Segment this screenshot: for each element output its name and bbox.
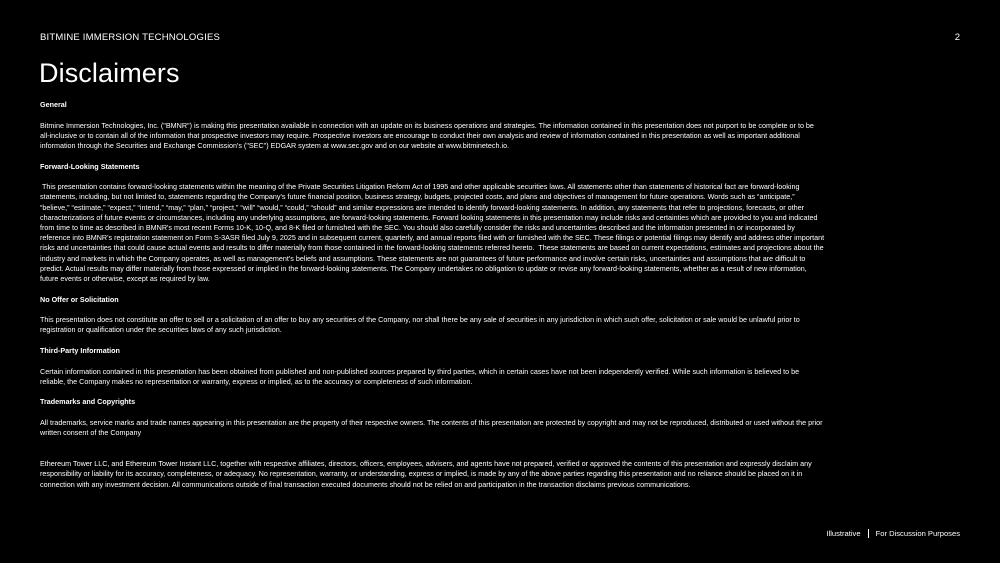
page-title: Disclaimers	[39, 58, 180, 88]
section-heading-general: General	[40, 100, 67, 109]
section-heading-trademarks: Trademarks and Copyrights	[40, 397, 136, 407]
footer	[826, 529, 960, 538]
footer-illustrative: Illustrative	[826, 529, 861, 538]
forward-looking-paragraph: This presentation contains forward-looking statements within the meaning of the Private Securities Litigation Reform Act of 1995 and other applicable securities laws. All statements other than statements of historical fact are forward-looking statements, including, but not limited to, statements regarding the Company's future financial position, business strategy, budgets, projected costs, and plans and objectives of management for future operations. Words such as “anticipate,” “believe,” “estimate,” “expect,” “intend,” “may,” “plan,” “project,” “will” “would,” “could,” “should” and similar expressions are intended to identify forward-looking statements. In addition, any statements that refer to projections, forecasts, or other characterizations of future events or circumstances, including any underlying assumptions, are forward-looking statements. Forward looking statements in this presentation may include risks and certainties which are provided to you and indicated from time to time as described in BMNR's most recent Forms 10-K, 10-Q, and 8-K filed or furnished with the SEC. You should also carefully consider the risks and uncertainties described and the information presented in or incorporated by reference into BMNR's registration statement on Form S-3ASR filed July 9, 2025 and in subsequent current, quarterly, and annual reports filed with or furnished with the SEC. These filings or potential filings may identify and address other important risks and uncertainties that could cause actual events and results to differ materially from those contained in the forward-looking statements referred hereto. These statements are based on current expectations, estimates and projections about the industry and markets in which the Company operates, as well as management's beliefs and assumptions. These statements are not guarantees of future performance and involve certain risks, uncertainties and assumptions that are difficult to predict. Actual results may differ materially from those expressed or implied in the forward-looking statements. The Company undertakes no obligation to update or revise any forward-looking statements, whether as a result of new information, future events or otherwise, except as required by law.	[40, 182, 827, 284]
disclaimer-content	[40, 100, 825, 500]
footer-discussion: For Discussion Purposes	[875, 529, 960, 538]
footer-divider	[868, 529, 869, 538]
ethereum-tower-paragraph: Ethereum Tower LLC, and Ethereum Tower Instant LLC, together with respective affiliates, directors, officers, employees, advisers, and agents have not prepared, verified or approved the contents of this presentation and expressly disclaim any responsibility or liability for its accuracy, completeness, or adequacy. No representation, warranty, or understanding, express or implied, is made by any of the above parties regarding this presentation and no reliance should be placed on it in connection with any investment decision. All communications outside of final transaction executed documents should not be relied on and participation in the transaction disclaims previous communications.	[40, 459, 812, 489]
section-heading-third-party: Third-Party Information	[40, 346, 120, 355]
page-number: 2	[954, 32, 960, 43]
section-heading-no-offer: No Offer or Solicitation	[40, 294, 119, 304]
trademarks-paragraph: All trademarks, service marks and trade names appearing in this presentation are the property of their respective owners. The contents of this presentation are protected by copyright and may not be reproduced, distributed or used without the prior written consent of the Company	[40, 417, 823, 438]
company-name: BITMINE IMMERSION TECHNOLOGIES	[40, 32, 221, 43]
section-heading-forward-looking: Forward-Looking Statements	[40, 161, 140, 171]
no-offer-paragraph: This presentation does not constitute an offer to sell or a solicitation of an offer to buy any securities of the Company, nor shall there be any sale of securities in any jurisdiction in which such offer, solicitation or sale would be unlawful prior to registration or qualification under the securities laws of any such jurisdiction.	[40, 315, 800, 335]
third-party-paragraph: Certain information contained in this presentation has been obtained from published and non-published sources prepared by third parties, which in certain cases have not been independently verified. While such information is believed to be reliable, the Company makes no representation or warranty, express or implied, as to the accuracy or completeness of such information.	[40, 366, 800, 386]
general-paragraph: Bitmine Immersion Technologies, Inc. ("BMNR") is making this presentation available in connection with an update on its business operations and strategies. The information contained in this presentation does not purport to be complete or to be all-inclusive or to contain all of the information that prospective investors may require. Prospective investors are encourage to conduct their own analysis and review of information contained in this presentation as well as important additional information through the Securities and Exchange Commission's ("SEC") EDGAR system at www.sec.gov and on our website at www.bitminetech.io.	[40, 120, 814, 150]
